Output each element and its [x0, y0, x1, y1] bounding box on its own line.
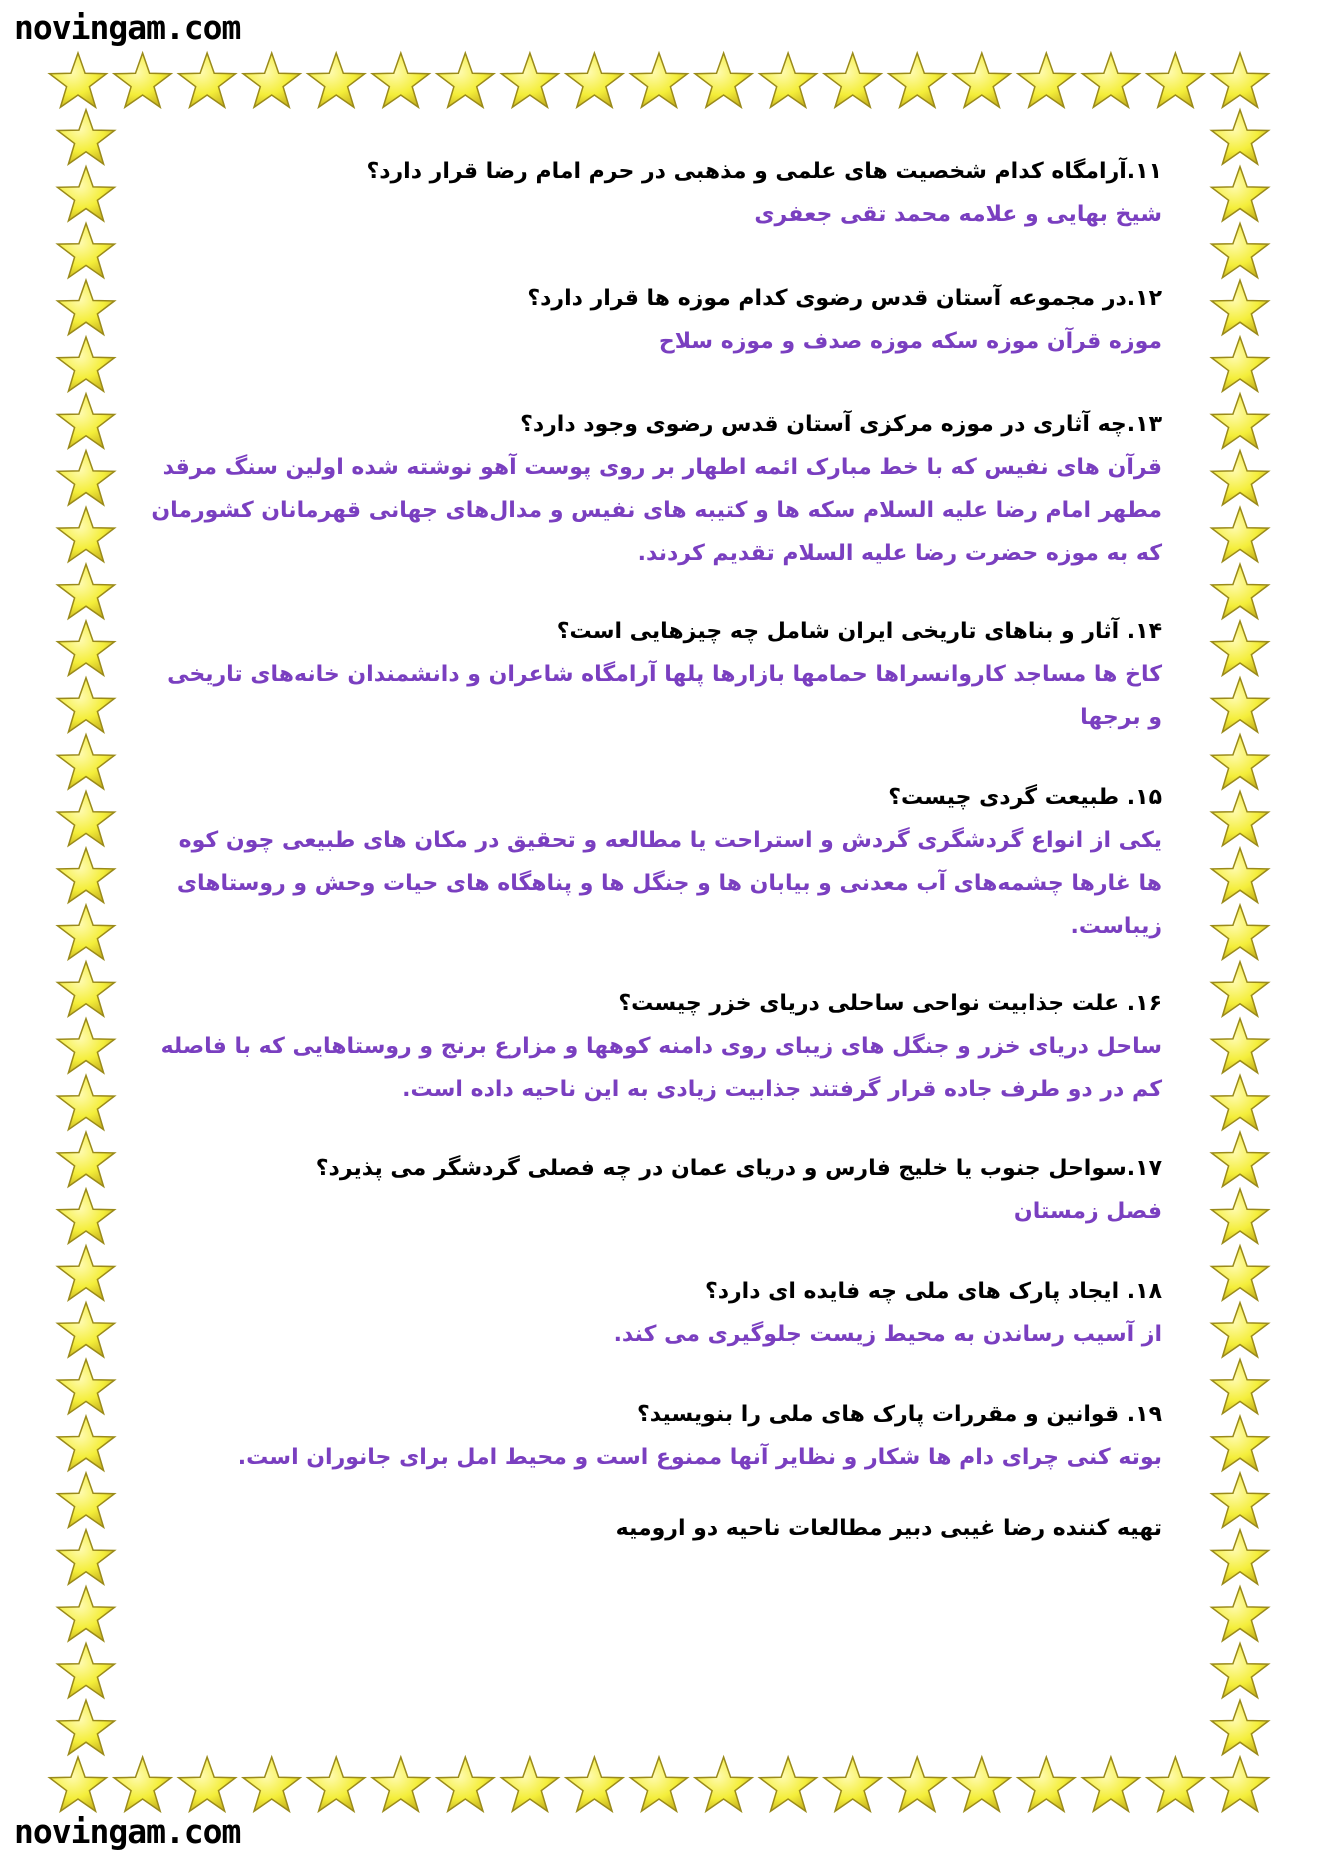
answer: ساحل دریای خزر و جنگل های زیبای روی دامنه کوهها و مزارع برنج و روستاهایی که با فاصله کم در دو طرف جاده قرار گرفتند جذابیت زیادی به این ناحیه داده است. [160, 1034, 1162, 1102]
star-icon [58, 507, 115, 561]
star-icon [1212, 337, 1269, 391]
star-icon [1147, 53, 1204, 107]
star-icon [953, 53, 1010, 107]
star-icon [1212, 962, 1269, 1016]
qa-item-16 [150, 982, 1162, 1111]
star-icon [58, 1246, 115, 1300]
star-icon [58, 167, 115, 221]
star-icon [1212, 1132, 1269, 1186]
star-icon [1212, 678, 1269, 732]
answer: قرآن های نفیس که با خط مبارک ائمه اطهار بر روی پوست آهو نوشته شده اولین سنگ مرقد مطهر امام رضا علیه السلام سکه ها و کتیبه های نفیس و مدال‌های جهانی قهرمانان کشورمان که به موزه حضرت رضا علیه السلام تقدیم کردند. [151, 455, 1162, 566]
star-icon [1212, 1303, 1269, 1357]
star-icon [1212, 53, 1269, 107]
star-icon [1212, 1530, 1269, 1584]
star-icon [58, 1075, 115, 1129]
question: ۱۱.آرامگاه کدام شخصیت های علمی و مذهبی در حرم امام رضا قرار دارد؟ [366, 159, 1162, 184]
qa-item-12 [150, 277, 1162, 363]
star-icon [58, 962, 115, 1016]
star-icon [760, 1757, 817, 1811]
question: ۱۵. طبیعت گردی چیست؟ [888, 785, 1162, 810]
qa-item-19 [150, 1393, 1162, 1479]
question: ۱۸. ایجاد پارک های ملی چه فایده ای دارد؟ [704, 1279, 1162, 1304]
answer: شیخ بهایی و علامه محمد تقی جعفری [754, 202, 1162, 227]
star-icon [1212, 1587, 1269, 1641]
star-icon [1212, 280, 1269, 334]
answer: یکی از انواع گردشگری گردش و استراحت یا مطالعه و تحقیق در مکان های طبیعی چون کوه ها غارها چشمه‌های آب معدنی و بیابان ها و جنگل ها و پناهگاه های حیات وحش و روستاهای زیباست. [176, 828, 1162, 939]
star-icon [58, 337, 115, 391]
star-icon [58, 1359, 115, 1413]
question: ۱۹. قوانین و مقررات پارک های ملی را بنویسید؟ [637, 1402, 1162, 1427]
author-signature: تهیه کننده رضا غیبی دبیر مطالعات ناحیه دو ارومیه [615, 1516, 1162, 1541]
qa-item-11 [150, 150, 1162, 236]
qa-item-15 [150, 776, 1162, 948]
answer: فصل زمستان [1013, 1199, 1162, 1224]
star-icon [58, 848, 115, 902]
answer: بوته کنی چرای دام ها شکار و نظایر آنها ممنوع است و محیط امل برای جانوران است. [237, 1445, 1162, 1470]
star-icon [308, 53, 365, 107]
star-icon [58, 1132, 115, 1186]
qa-item-18 [150, 1270, 1162, 1356]
star-icon [1212, 905, 1269, 959]
star-icon [114, 53, 171, 107]
star-icon [1018, 1757, 1075, 1811]
star-icon [58, 110, 115, 164]
star-icon [1082, 1757, 1139, 1811]
star-icon [1212, 1075, 1269, 1129]
star-icon [58, 451, 115, 505]
star-icon [1212, 791, 1269, 845]
star-icon [1212, 1416, 1269, 1470]
star-icon [58, 564, 115, 618]
star-icon [695, 53, 752, 107]
qa-item-17 [150, 1147, 1162, 1233]
star-icon [179, 1757, 236, 1811]
star-icon [566, 53, 623, 107]
star-icon [1018, 53, 1075, 107]
star-icon [372, 53, 429, 107]
star-icon [58, 905, 115, 959]
star-icon [1212, 1757, 1269, 1811]
star-icon [631, 53, 688, 107]
star-icon [1147, 1757, 1204, 1811]
star-icon [179, 53, 236, 107]
question: ۱۳.چه آثاری در موزه مرکزی آستان قدس رضوی وجود دارد؟ [520, 412, 1162, 437]
question: ۱۷.سواحل جنوب یا خلیج فارس و دریای عمان در چه فصلی گردشگر می پذیرد؟ [315, 1156, 1162, 1181]
star-icon [1212, 1700, 1269, 1754]
star-icon [1212, 1246, 1269, 1300]
star-icon [1212, 507, 1269, 561]
star-icon [1212, 110, 1269, 164]
star-icon [437, 1757, 494, 1811]
star-icon [114, 1757, 171, 1811]
answer: کاخ ها مساجد کاروانسراها حمامها بازارها پلها آرامگاه شاعران و دانشمندان خانه‌های تاریخی و برجها [167, 662, 1162, 730]
answer: موزه قرآن موزه سکه موزه صدف و موزه سلاح [658, 329, 1162, 354]
answer: از آسیب رساندن به محیط زیست جلوگیری می کند. [613, 1322, 1162, 1347]
star-icon [1212, 848, 1269, 902]
star-icon [58, 1416, 115, 1470]
star-icon [1212, 1189, 1269, 1243]
star-icon [1212, 223, 1269, 277]
star-icon [243, 53, 300, 107]
star-icon [1212, 735, 1269, 789]
star-icon [58, 394, 115, 448]
star-icon [58, 1303, 115, 1357]
star-icon [50, 1757, 107, 1811]
star-icon [1212, 1019, 1269, 1073]
question: ۱۶. علت جذابیت نواحی ساحلی دریای خزر چیست؟ [618, 991, 1162, 1016]
watermark-bottom: novingam.com [14, 1812, 241, 1851]
star-icon [1212, 621, 1269, 675]
star-icon [889, 53, 946, 107]
star-icon [58, 678, 115, 732]
star-icon [695, 1757, 752, 1811]
star-icon [58, 280, 115, 334]
star-icon [1212, 564, 1269, 618]
star-icon [308, 1757, 365, 1811]
star-icon [58, 1643, 115, 1697]
star-icon [58, 1700, 115, 1754]
watermark-top: novingam.com [14, 8, 241, 47]
star-icon [953, 1757, 1010, 1811]
star-icon [58, 1473, 115, 1527]
star-icon [58, 621, 115, 675]
star-icon [760, 53, 817, 107]
star-icon [824, 1757, 881, 1811]
star-icon [50, 53, 107, 107]
star-icon [1212, 394, 1269, 448]
star-icon [501, 1757, 558, 1811]
star-icon [1212, 1473, 1269, 1527]
star-icon [1212, 167, 1269, 221]
question: ۱۴. آثار و بناهای تاریخی ایران شامل چه چیزهایی است؟ [556, 619, 1162, 644]
star-icon [58, 791, 115, 845]
star-icon [372, 1757, 429, 1811]
star-icon [58, 1019, 115, 1073]
star-icon [58, 1587, 115, 1641]
star-icon [824, 53, 881, 107]
star-icon [631, 1757, 688, 1811]
star-icon [889, 1757, 946, 1811]
star-icon [1212, 1643, 1269, 1697]
star-icon [58, 1189, 115, 1243]
star-icon [1212, 1359, 1269, 1413]
qa-item-14 [150, 610, 1162, 739]
star-icon [243, 1757, 300, 1811]
star-icon [501, 53, 558, 107]
star-icon [58, 1530, 115, 1584]
star-icon [58, 735, 115, 789]
star-icon [437, 53, 494, 107]
qa-item-13 [150, 403, 1162, 575]
star-icon [58, 223, 115, 277]
question: ۱۲.در مجموعه آستان قدس رضوی کدام موزه ها قرار دارد؟ [527, 286, 1162, 311]
star-icon [566, 1757, 623, 1811]
star-icon [1082, 53, 1139, 107]
star-icon [1212, 451, 1269, 505]
